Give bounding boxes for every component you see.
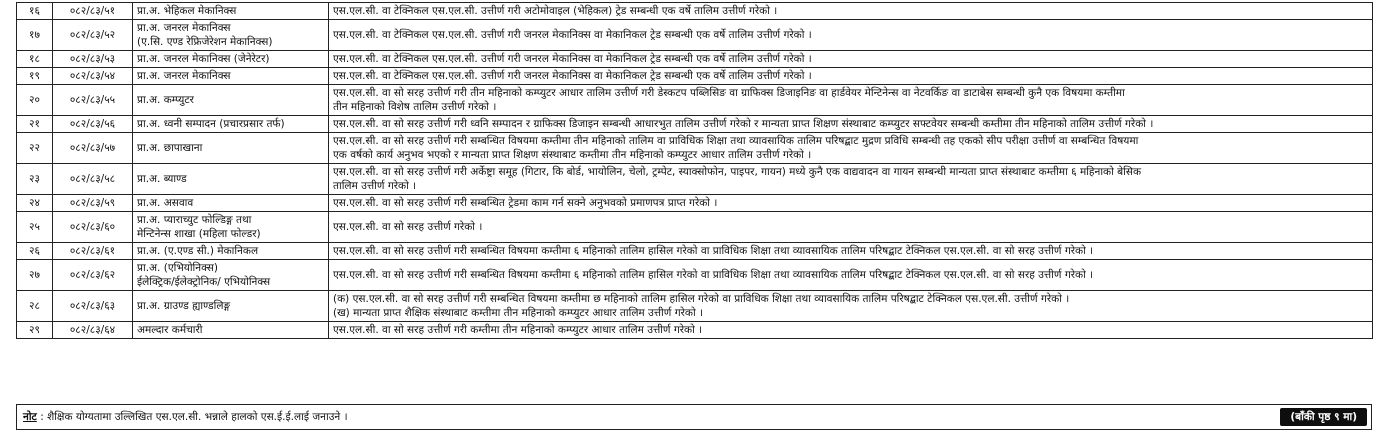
qualification	[329, 291, 1373, 322]
table-row	[17, 68, 1373, 85]
qualification-line: एस.एल.सी. वा सो सरह उत्तीर्ण गरी सम्बन्धित विषयमा कम्तीमा ६ महिनाको तालिम हासिल गरेको वा प्राविधिक शिक्षा तथा व्यावसायिक तालिम परिषद्बाट टेक्निकल एस.एल.सी. वा सो सरह उत्तीर्ण गरेको ।	[333, 269, 1094, 281]
post-title	[133, 20, 329, 51]
post-title-line: प्रा.अ. (एभियोनिक्स)	[137, 262, 218, 274]
advertisement-code: ०८२/८३/५७	[53, 133, 133, 164]
post-title	[133, 195, 329, 212]
qualification-line: एस.एल.सी. वा टेक्निकल एस.एल.सी. उत्तीर्ण गरी जनरल मेकानिक्स वा मेकानिकल ट्रेड सम्बन्धी एक वर्षे तालिम उत्तीर्ण गरेको ।	[333, 70, 812, 82]
post-title	[133, 243, 329, 260]
post-title	[133, 164, 329, 195]
advertisement-code: ०८२/८३/५३	[53, 51, 133, 68]
post-title-line: प्रा.अ. ब्याण्ड	[137, 173, 187, 185]
serial-number: १६	[17, 3, 53, 20]
post-title-line: प्रा.अ. जनरल मेकानिक्स (जेनेरेटर)	[137, 53, 270, 65]
advertisement-code: ०८२/८३/५१	[53, 3, 133, 20]
post-title	[133, 212, 329, 243]
post-title	[133, 51, 329, 68]
post-title-line: प्रा.अ. ध्वनी सम्पादन (प्रचारप्रसार तर्फ)	[137, 118, 285, 130]
post-title-line: प्रा.अ. छापाखाना	[137, 142, 203, 154]
qualification	[329, 243, 1373, 260]
serial-number: २२	[17, 133, 53, 164]
post-title-line: ईलेक्ट्रिक/ईलेक्ट्रोनिक/ एभियोनिक्स	[137, 276, 271, 288]
post-title	[133, 133, 329, 164]
advertisement-code: ०८२/८३/५५	[53, 85, 133, 116]
advertisement-code: ०८२/८३/५९	[53, 195, 133, 212]
qualification-line: एस.एल.सी. वा सो सरह उत्तीर्ण गरी तीन महिनाको कम्प्युटर आधार तालिम उत्तीर्ण गरी डेस्कटप पब्लिसिङ वा ग्राफिक्स डिजाइनिङ वा हार्डवेयर मेन्टिनेन्स वा नेटवर्किङ वा डाटाबेस सम्बन्धी कुनै एक विषयमा कम्तीमा	[333, 87, 1125, 99]
job-qualification-table	[16, 2, 1373, 339]
advertisement-code: ०८२/८३/६०	[53, 212, 133, 243]
serial-number: २१	[17, 116, 53, 133]
qualification-line: एस.एल.सी. वा सो सरह उत्तीर्ण गरी ध्वनि सम्पादन र ग्राफिक्स डिजाइन सम्बन्धी आधारभुत तालिम उत्तीर्ण गरेको र मान्यता प्राप्त शिक्षण संस्थाबाट कम्प्युटर सफ्टवेयर सम्बन्धी कम्तीमा तीन महिनाको तालिम उत्तीर्ण गरेको ।	[333, 118, 1154, 130]
advertisement-code: ०८२/८३/६१	[53, 243, 133, 260]
post-title-line: प्रा.अ. (ए.एण्ड सी.) मेकानिकल	[137, 245, 259, 257]
table-row	[17, 164, 1373, 195]
serial-number: १८	[17, 51, 53, 68]
qualification-line: तालिम उत्तीर्ण गरेको ।	[333, 180, 417, 192]
qualification-line: एस.एल.सी. वा सो सरह उत्तीर्ण गरी सम्बन्धित विषयमा कम्तीमा तीन महिनाको तालिम वा प्राविधिक शिक्षा तथा व्यावसायिक तालिम परिषद्बाट मुद्रण प्रविधि सम्बन्धी तह एकको सीप परीक्षा उत्तीर्ण वा सम्बन्धित विषयमा	[333, 135, 1139, 147]
serial-number: १९	[17, 68, 53, 85]
table-row	[17, 243, 1373, 260]
qualification-line: एस.एल.सी. वा सो सरह उत्तीर्ण गरी अर्केष्ट्रा समूह (गिटार, कि बोर्ड, भायोलिन, चेलो, ट्रम्पेट, स्याक्सोफोन, पाइपर, गायन) मध्ये कुनै एक वाद्यवादन वा गायन सम्बन्धी मान्यता प्राप्त संस्थाबाट कम्तीमा ६ महिनाको बेसिक	[333, 166, 1142, 178]
post-title	[133, 322, 329, 339]
table-row	[17, 133, 1373, 164]
table-row	[17, 3, 1373, 20]
qualification	[329, 133, 1373, 164]
qualification-line: एस.एल.सी. वा सो सरह उत्तीर्ण गरी कम्तीमा तीन महिनाको कम्प्युटर आधार तालिम उत्तीर्ण गरेको ।	[333, 324, 703, 336]
qualification	[329, 85, 1373, 116]
post-title	[133, 3, 329, 20]
table-row	[17, 51, 1373, 68]
post-title-line: प्रा.अ. प्याराच्युट फोल्डिङ्ग तथा	[137, 214, 252, 226]
post-title-line: प्रा.अ. कम्प्युटर	[137, 94, 194, 106]
qualification	[329, 3, 1373, 20]
qualification-line: एस.एल.सी. वा सो सरह उत्तीर्ण गरी सम्बन्धित विषयमा कम्तीमा ६ महिनाको तालिम हासिल गरेको वा प्राविधिक शिक्षा तथा व्यावसायिक तालिम परिषद्बाट टेक्निकल एस.एल.सी. वा सो सरह उत्तीर्ण गरेको ।	[333, 245, 1094, 257]
post-title	[133, 260, 329, 291]
qualification-line: एस.एल.सी. वा सो सरह उत्तीर्ण गरेको ।	[333, 221, 483, 233]
table-body	[17, 3, 1373, 339]
qualification	[329, 212, 1373, 243]
qualification-line: एस.एल.सी. वा टेक्निकल एस.एल.सी. उत्तीर्ण गरी जनरल मेकानिक्स वा मेकानिकल ट्रेड सम्बन्धी एक वर्षे तालिम उत्तीर्ण गरेको ।	[333, 29, 812, 41]
serial-number: २८	[17, 291, 53, 322]
post-title	[133, 116, 329, 133]
post-title	[133, 85, 329, 116]
post-title-line: अमल्दार कर्मचारी	[137, 324, 203, 336]
post-title-line: मेन्टिनेन्स शाखा (महिला फोल्डर)	[137, 228, 261, 240]
post-title-line: प्रा.अ. भेहिकल मेकानिक्स	[137, 5, 237, 17]
advertisement-code: ०८२/८३/५४	[53, 68, 133, 85]
post-title-line: प्रा.अ. ग्राउण्ड ह्याण्डलिङ्ग	[137, 300, 231, 312]
advertisement-code: ०८२/८३/५६	[53, 116, 133, 133]
note-text: : शैक्षिक योग्यतामा उल्लिखित एस.एल.सी. भन्नाले हालको एस.ई.ई.लाई जनाउने ।	[40, 411, 348, 423]
qualification	[329, 68, 1373, 85]
serial-number: २०	[17, 85, 53, 116]
qualification	[329, 195, 1373, 212]
qualification	[329, 260, 1373, 291]
post-title	[133, 291, 329, 322]
qualification-line: एक वर्षको कार्य अनुभव भएको र मान्यता प्राप्त शिक्षण संस्थाबाट कम्तीमा तीन महिनाको कम्प्युटर आधार तालिम उत्तीर्ण गरेको ।	[333, 149, 812, 161]
qualification	[329, 322, 1373, 339]
table-row	[17, 116, 1373, 133]
table-row	[17, 260, 1373, 291]
advertisement-code: ०८२/८३/६३	[53, 291, 133, 322]
qualification	[329, 116, 1373, 133]
qualification-line: एस.एल.सी. वा टेक्निकल एस.एल.सी. उत्तीर्ण गरी अटोमोवाइल (भेहिकल) ट्रेड सम्बन्धी एक वर्षे तालिम उत्तीर्ण गरेको ।	[333, 5, 778, 17]
qualification-line: (क) एस.एल.सी. वा सो सरह उत्तीर्ण गरी सम्बन्धित विषयमा कम्तीमा छ महिनाको तालिम हासिल गरेको वा प्राविधिक शिक्षा तथा व्यावसायिक तालिम परिषद्बाट टेक्निकल एस.एल.सी. उत्तीर्ण गरेको ।	[333, 293, 1070, 305]
advertisement-code: ०८२/८३/५२	[53, 20, 133, 51]
table-row	[17, 195, 1373, 212]
qualification-line: एस.एल.सी. वा टेक्निकल एस.एल.सी. उत्तीर्ण गरी जनरल मेकानिक्स वा मेकानिकल ट्रेड सम्बन्धी एक वर्षे तालिम उत्तीर्ण गरेको ।	[333, 53, 812, 65]
serial-number: २४	[17, 195, 53, 212]
qualification-line: तीन महिनाको विशेष तालिम उत्तीर्ण गरेको ।	[333, 101, 497, 113]
qualification	[329, 51, 1373, 68]
footer-bar	[16, 404, 1372, 430]
continued-badge: (बाँकी पृष्ठ ९ मा)	[1280, 408, 1367, 426]
serial-number: २९	[17, 322, 53, 339]
note-label: नोट	[23, 411, 37, 423]
serial-number: २३	[17, 164, 53, 195]
qualification-line: (ख) मान्यता प्राप्त शैक्षिक संस्थाबाट कम्तीमा तीन महिनाको कम्प्युटर आधार तालिम उत्तीर्ण गरेको ।	[333, 307, 704, 319]
post-title	[133, 68, 329, 85]
qualification	[329, 164, 1373, 195]
post-title-line: प्रा.अ. असवाव	[137, 197, 194, 209]
qualification-line: एस.एल.सी. वा सो सरह उत्तीर्ण गरी सम्बन्धित ट्रेडमा काम गर्न सक्ने अनुभवको प्रमाणपत्र प्राप्त गरेको ।	[333, 197, 718, 209]
post-title-line: प्रा.अ. जनरल मेकानिक्स	[137, 22, 231, 34]
advertisement-code: ०८२/८३/५८	[53, 164, 133, 195]
qualification	[329, 20, 1373, 51]
table-row	[17, 20, 1373, 51]
serial-number: १७	[17, 20, 53, 51]
footer-note	[23, 410, 348, 424]
serial-number: २५	[17, 212, 53, 243]
advertisement-code: ०८२/८३/६२	[53, 260, 133, 291]
table-row	[17, 291, 1373, 322]
serial-number: २७	[17, 260, 53, 291]
serial-number: २६	[17, 243, 53, 260]
post-title-line: प्रा.अ. जनरल मेकानिक्स	[137, 70, 231, 82]
table-row	[17, 85, 1373, 116]
post-title-line: (ए.सि. एण्ड रेफ्रिजेरेशन मेकानिक्स)	[137, 36, 273, 48]
table-row	[17, 322, 1373, 339]
advertisement-code: ०८२/८३/६४	[53, 322, 133, 339]
table-row	[17, 212, 1373, 243]
